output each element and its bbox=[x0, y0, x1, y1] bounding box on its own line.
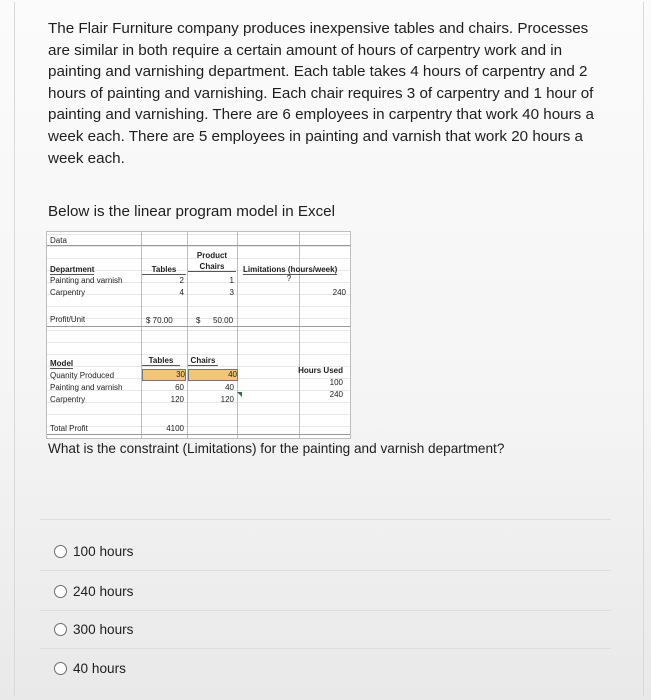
option-100-hours[interactable] bbox=[54, 544, 133, 559]
row-painting-chairs: 1 bbox=[229, 276, 234, 285]
profit-tables: $ 70.00 bbox=[146, 316, 173, 325]
model-tables-header: Tables bbox=[142, 356, 180, 366]
option-label: 240 hours bbox=[73, 584, 134, 599]
radio-button-icon[interactable] bbox=[54, 585, 67, 598]
radio-button-icon[interactable] bbox=[54, 662, 67, 675]
row-painting-name: Painting and varnish bbox=[50, 276, 123, 285]
question-prompt: What is the constraint (Limitations) for the painting and varnish department? bbox=[48, 441, 505, 456]
data-label: Data bbox=[50, 236, 67, 245]
model-painting-tables: 60 bbox=[175, 383, 184, 392]
model-carpentry-chairs: 120 bbox=[220, 395, 234, 404]
option-300-hours[interactable] bbox=[54, 622, 133, 637]
profit-chairs-symbol: $ bbox=[196, 316, 201, 325]
quantity-tables: 30 bbox=[142, 369, 186, 381]
option-240-hours[interactable] bbox=[54, 584, 133, 599]
model-carpentry-used: 240 bbox=[329, 390, 343, 399]
quantity-label: Quanity Produced bbox=[50, 371, 115, 380]
profit-label: Profit/Unit bbox=[50, 315, 86, 324]
divider bbox=[40, 519, 611, 520]
option-label: 300 hours bbox=[73, 622, 134, 637]
quantity-chairs: 40 bbox=[188, 369, 238, 381]
tables-header: Tables bbox=[142, 265, 186, 275]
product-label: Product bbox=[196, 251, 228, 260]
profit-chairs: 50.00 bbox=[213, 316, 234, 325]
model-chairs-header: Chairs bbox=[188, 356, 218, 366]
option-label: 40 hours bbox=[73, 661, 126, 676]
row-carpentry-chairs: 3 bbox=[229, 288, 234, 297]
subheading: Below is the linear program model in Excel bbox=[48, 203, 336, 220]
divider bbox=[40, 648, 611, 649]
formula-indicator-icon bbox=[237, 392, 242, 397]
chairs-header: Chairs bbox=[188, 262, 236, 272]
radio-button-icon[interactable] bbox=[54, 623, 67, 636]
row-painting-limit: ? bbox=[286, 274, 292, 283]
model-painting-chairs: 40 bbox=[225, 383, 234, 392]
limitations-header: Limitations (hours/week) bbox=[243, 265, 338, 274]
row-carpentry-limit: 240 bbox=[332, 288, 346, 297]
divider bbox=[40, 610, 611, 611]
model-carpentry-tables: 120 bbox=[170, 395, 184, 404]
model-carpentry-name: Carpentry bbox=[50, 395, 86, 404]
hours-used-header: Hours Used bbox=[298, 366, 343, 375]
question-text: The Flair Furniture company produces inexpensive tables and chairs. Processes are similar in both require a certain amount of hours of carpentry work and in painting and varnishing department. Each table takes 4 hours of carpentry and 2 hours of painting and varnishing. Each chair requires 3 of carpentry and 1 hour of painting and varnishing. There are 6 employees in carpentry that work 40 hours a week each. There are 5 employees in painting and varnish that work 20 hours a week each. bbox=[48, 20, 594, 167]
model-painting-name: Painting and varnish bbox=[50, 383, 123, 392]
option-label: 100 hours bbox=[73, 544, 134, 559]
model-label: Model bbox=[50, 359, 74, 368]
excel-screenshot bbox=[46, 231, 351, 439]
total-profit-value: 4100 bbox=[166, 424, 184, 433]
divider bbox=[40, 570, 611, 571]
row-carpentry-name: Carpentry bbox=[50, 288, 86, 297]
department-label: Department bbox=[50, 265, 95, 274]
option-40-hours[interactable] bbox=[54, 661, 126, 676]
model-painting-used: 100 bbox=[329, 378, 343, 387]
row-carpentry-tables: 4 bbox=[179, 288, 184, 297]
row-painting-tables: 2 bbox=[179, 276, 184, 285]
total-profit-label: Total Profit bbox=[50, 424, 88, 433]
radio-button-icon[interactable] bbox=[54, 545, 67, 558]
